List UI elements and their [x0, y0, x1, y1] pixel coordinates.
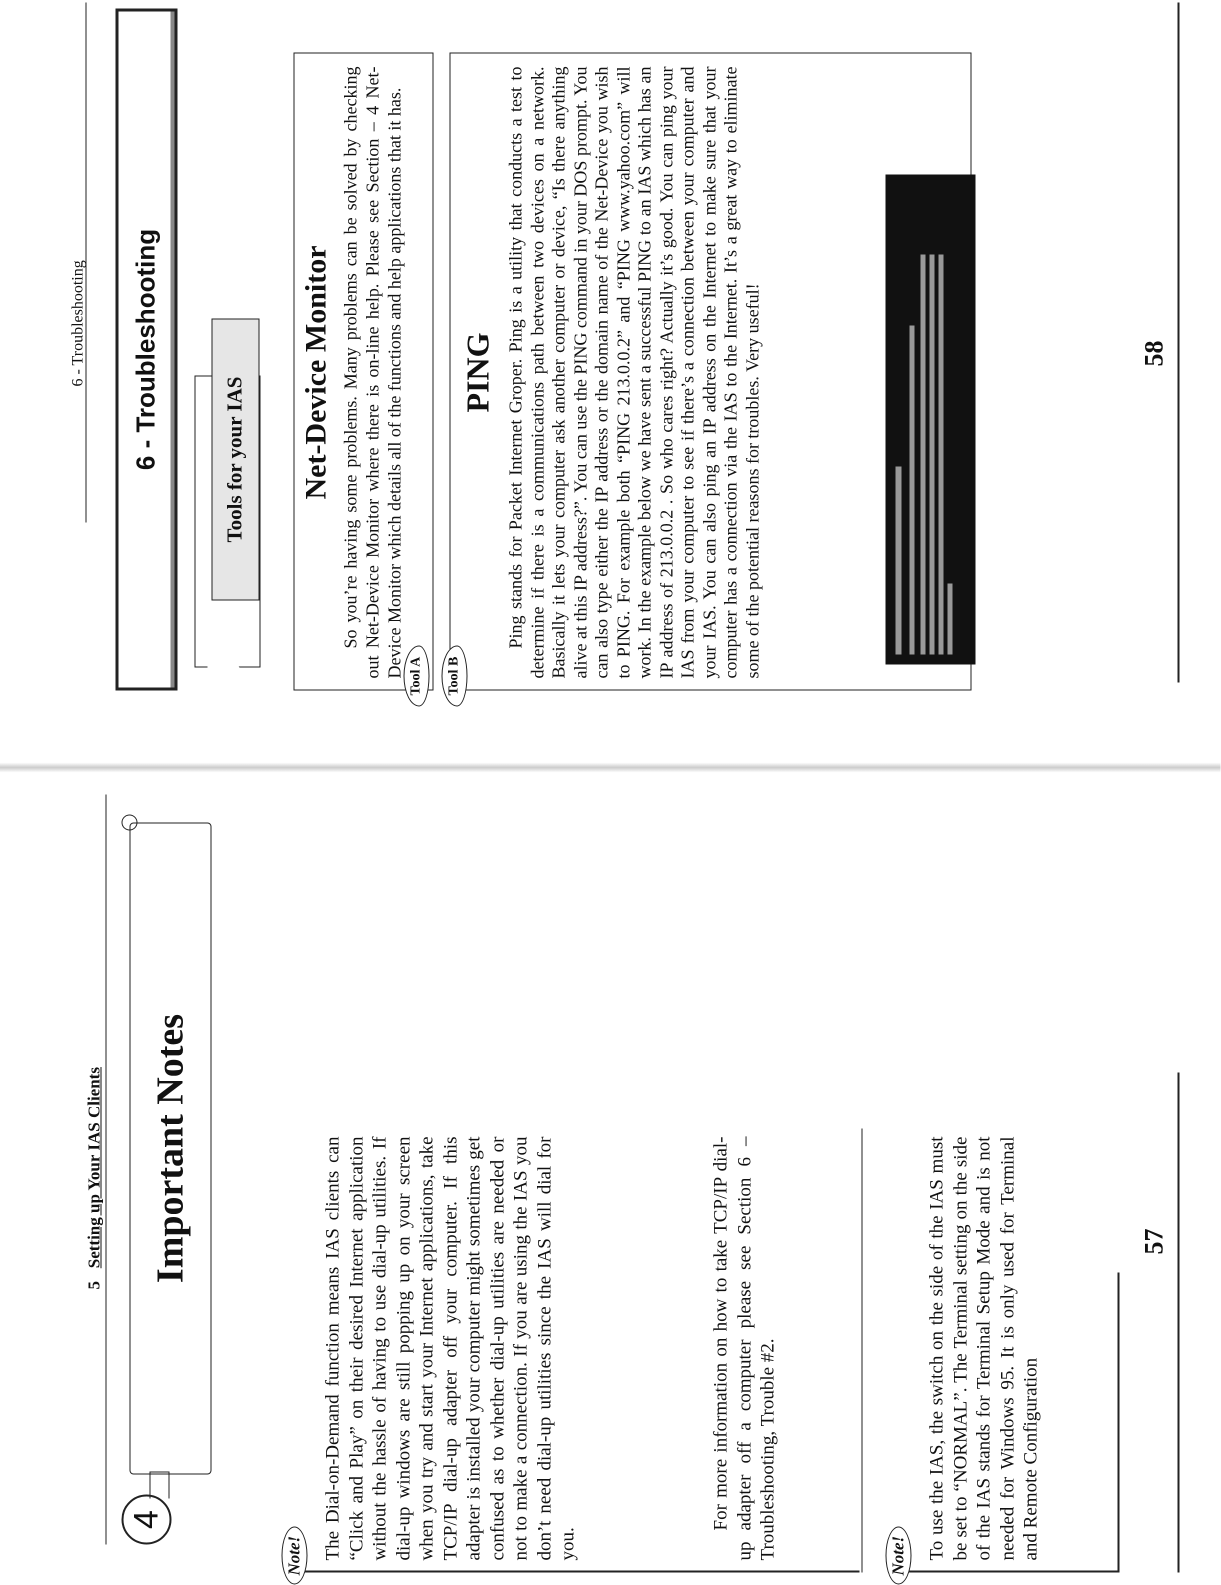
tool-b-text: [506, 67, 764, 679]
banner-title: Important Notes: [149, 1013, 192, 1284]
tool-b-title: PING: [459, 332, 496, 413]
running-head: 6 - Troubleshooting: [69, 260, 87, 387]
note1-left-rule: [300, 1571, 860, 1573]
ribbon-notch: [208, 628, 240, 668]
note1-more: [710, 1137, 781, 1561]
screenshot-line: [939, 255, 944, 655]
note2-paragraph: To use the IAS, the switch on the side of the IAS must be set to “NORMAL”. The Terminal setting on the side of the IAS stands for Terminal Setup Mode and is not needed for Windows 95. It is only used for Terminal and Remote Configuration: [926, 1136, 1042, 1561]
note1-text: [322, 1137, 581, 1561]
tool-b-badge: Tool B: [442, 646, 468, 707]
note1-paragraph: The Dial-on-Demand function means IAS clients can “Click and Play” on their desired Internet application without the hassle of having to use dial-up utilities. If dial-up windows are still popping up on your screen when you try and start your Internet applications, take TCP/IP dial-up adapter off your computer. If this adapter is installed your computer might sometimes get confused as to whether dial-up utilities are needed or not to make a connection. If you are using the IAS you don’t need dial-up utilities since the IAS will dial for you.: [322, 1136, 579, 1561]
book-spread: [0, 1, 1221, 1585]
tool-a-text: [340, 67, 406, 679]
tool-b-paragraph: Ping stands for Packet Internet Groper. Ping is a utility that conducts a test to determine if there is a communications path between two devices on a network. Basically it lets your computer ask another computer or device, “Is there anything alive at this IP address?”. You can use the PING command in your DOS prompt. You can also type either the IP address or the domain name of the Net-Device you wish to PING. For example both “PING 213.0.0.2” and “PING www.yahoo.com” will work. In the example below we have sent a successful PING to an IAS which has an IP address of 213.0.0.2 . So who cares right? Actually it’s good. You can ping your IAS from your computer to see if there’s a connection between your computer and your IAS. You can also ping an IP address on the Internet to make sure that your computer has a connection via the IAS to the Internet. It’s a great way to eliminate some of the potential reasons for troubles. Very useful!: [505, 66, 762, 679]
screenshot-line: [948, 584, 953, 655]
ribbon-text: Tools for your IAS: [222, 376, 247, 543]
gutter: [0, 763, 1221, 773]
note2-badge: Note!: [886, 1527, 912, 1585]
screenshot-line: [910, 326, 915, 655]
banner-title: 6 - Troubleshooting: [130, 228, 161, 471]
tool-a-paragraph: So you’re having some problems. Many problems can be solved by checking out Net-Device Monitor where there is on-line help. Please see Section – 4 Net-Device Monitor which details all of the functions and help applications that it has.: [340, 66, 405, 679]
banner-curl: [122, 815, 138, 831]
important-notes-banner: [130, 823, 212, 1475]
note2-bottom-rule: [1118, 1273, 1120, 1573]
page-57: [0, 795, 1221, 1585]
screenshot-line: [921, 255, 926, 655]
ping-screenshot: [886, 175, 976, 665]
screenshot-line: [930, 255, 935, 655]
note1-more-paragraph: For more information on how to take TCP/IP dial-up adapter off a computer please see Section 6 – Troubleshooting, Trouble #2.: [710, 1136, 779, 1561]
page-58-foot-rule: [1178, 3, 1180, 683]
page-number-57: 57: [1139, 1228, 1169, 1255]
page-58: [0, 1, 1221, 763]
page-number-58: 58: [1139, 340, 1169, 367]
screenshot-line: [896, 467, 902, 655]
troubleshooting-banner: [116, 9, 178, 691]
running-head-number: 5: [84, 1281, 104, 1290]
head-rule: [106, 795, 107, 1545]
running-head: [85, 1067, 105, 1289]
ribbon: [212, 319, 260, 601]
chapter-number-badge: 4: [122, 1495, 172, 1545]
tool-a-title: Net-Device Monitor: [299, 245, 333, 500]
page-57-foot-rule: [1178, 1073, 1180, 1573]
running-head-title: Setting up Your IAS Clients: [84, 1067, 104, 1269]
footer-spacer: [1100, 795, 1102, 1585]
tool-a-badge: Tool A: [404, 646, 430, 707]
note1-badge: Note!: [282, 1527, 308, 1585]
note2-text: [926, 1137, 1044, 1561]
note2-left-rule: [904, 1571, 1119, 1573]
badge-connector: [150, 1472, 170, 1499]
